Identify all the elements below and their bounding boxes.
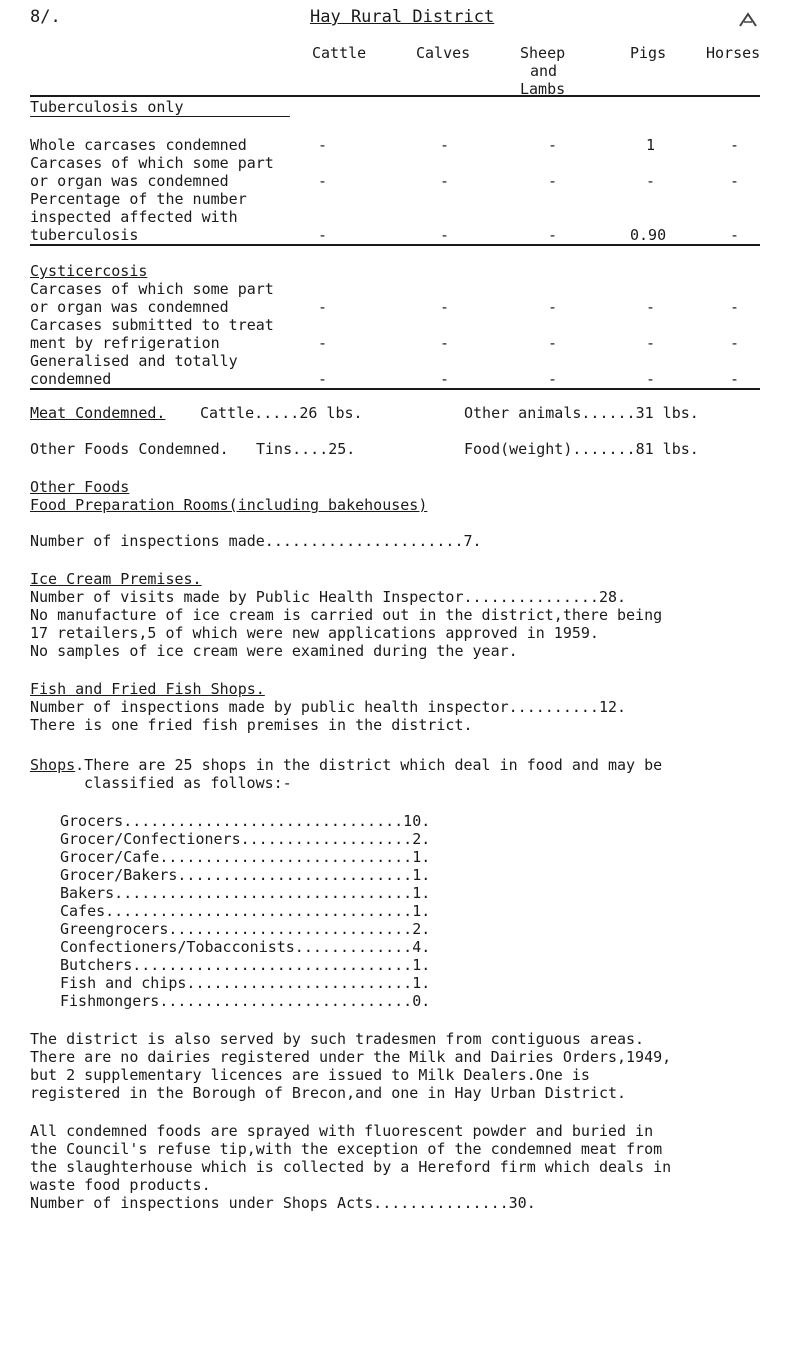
cy-r2-calves: - xyxy=(440,334,450,352)
cy-r2-horses: - xyxy=(730,334,740,352)
other-foods-tins: Tins....25. xyxy=(256,440,356,458)
tb-row2-label1: Carcases of which some part xyxy=(30,154,274,172)
fish-line1: Number of inspections made by public health inspector..........12. xyxy=(30,698,627,716)
meat-other-animals: Other animals......31 lbs. xyxy=(464,404,699,422)
paragraph-line: The district is also served by such tradesmen from contiguous areas. xyxy=(30,1030,645,1048)
column-cattle: Cattle xyxy=(312,44,367,62)
tb-row2-label2: or organ was condemned xyxy=(30,172,229,190)
page-title: Hay Rural District xyxy=(310,7,495,27)
shops-acts-inspections: Number of inspections under Shops Acts...............30. xyxy=(30,1194,536,1212)
list-item: Bakers.................................1. xyxy=(60,884,431,902)
meat-cattle: Cattle.....26 lbs. xyxy=(200,404,363,422)
list-item: Butchers...............................1. xyxy=(60,956,431,974)
cy-r1-calves: - xyxy=(440,298,450,316)
cy-r2-pigs: - xyxy=(646,334,656,352)
cy-r3-pigs: - xyxy=(646,370,656,388)
tb-r3-pigs: 0.90 xyxy=(630,226,667,244)
column-sheep-line2: and xyxy=(530,62,558,80)
list-item: Cafes..................................1. xyxy=(60,902,431,920)
tb-r1-sheep: - xyxy=(548,136,558,154)
column-calves: Calves xyxy=(416,44,471,62)
paragraph-line: but 2 supplementary licences are issued to Milk Dealers.One is xyxy=(30,1066,590,1084)
list-item: Fish and chips.........................1. xyxy=(60,974,431,992)
page-number: 8/. xyxy=(30,7,61,27)
tb-row1-label: Whole carcases condemned xyxy=(30,136,247,154)
list-item: Grocer/Confectioners...................2. xyxy=(60,830,431,848)
column-horses: Horses xyxy=(706,44,761,62)
tb-r1-horses: - xyxy=(730,136,740,154)
list-item: Greengrocers...........................2. xyxy=(60,920,431,938)
paragraph-line: registered in the Borough of Brecon,and one in Hay Urban District. xyxy=(30,1084,627,1102)
cysticercosis-rule xyxy=(30,388,760,390)
cy-r1-cattle: - xyxy=(318,298,328,316)
shops-intro-line1 xyxy=(30,756,662,774)
food-preparation-heading: Food Preparation Rooms(including bakehouses) xyxy=(30,496,428,514)
tb-r2-sheep: - xyxy=(548,172,558,190)
other-foods-heading: Other Foods xyxy=(30,478,130,496)
cy-r1-horses: - xyxy=(730,298,740,316)
cy-r3-cattle: - xyxy=(318,370,328,388)
tuberculosis-rule xyxy=(30,244,760,246)
tb-r3-horses: - xyxy=(730,226,740,244)
tb-row3-label3: tuberculosis xyxy=(30,226,139,244)
fish-heading: Fish and Fried Fish Shops. xyxy=(30,680,265,698)
shops-intro-line2: classified as follows:- xyxy=(84,774,292,792)
tb-r3-sheep: - xyxy=(548,226,558,244)
tb-r3-cattle: - xyxy=(318,226,328,244)
tb-r1-calves: - xyxy=(440,136,450,154)
column-sheep-line3: Lambs xyxy=(520,80,566,98)
cy-r3-horses: - xyxy=(730,370,740,388)
cy-row2-label1: Carcases submitted to treat xyxy=(30,316,274,334)
tb-r2-calves: - xyxy=(440,172,450,190)
food-preparation-inspections: Number of inspections made......................7. xyxy=(30,532,482,550)
ice-cream-line1: Number of visits made by Public Health Inspector...............28. xyxy=(30,588,627,606)
header-rule xyxy=(30,95,760,97)
cy-row1-label1: Carcases of which some part xyxy=(30,280,274,298)
tb-r3-calves: - xyxy=(440,226,450,244)
shops-heading: Shops xyxy=(30,756,76,774)
cy-row2-label2: ment by refrigeration xyxy=(30,334,220,352)
corner-mark-icon xyxy=(736,10,762,30)
list-item: Grocer/Cafe............................1. xyxy=(60,848,431,866)
tb-row3-label1: Percentage of the number xyxy=(30,190,247,208)
tb-r2-pigs: - xyxy=(646,172,656,190)
paragraph-line: the Council's refuse tip,with the exception of the condemned meat from xyxy=(30,1140,663,1158)
cy-r1-sheep: - xyxy=(548,298,558,316)
shops-intro: .There are 25 shops in the district which deal in food and may be xyxy=(75,756,663,774)
tb-r2-cattle: - xyxy=(318,172,328,190)
meat-condemned-label: Meat Condemned. xyxy=(30,404,166,422)
other-foods-weight: Food(weight).......81 lbs. xyxy=(464,440,699,458)
cy-row1-label2: or organ was condemned xyxy=(30,298,229,316)
tuberculosis-underline xyxy=(30,116,290,117)
list-item: Confectioners/Tobacconists.............4. xyxy=(60,938,431,956)
list-item: Fishmongers............................0. xyxy=(60,992,431,1010)
cy-r1-pigs: - xyxy=(646,298,656,316)
tb-r1-cattle: - xyxy=(318,136,328,154)
ice-cream-line4: No samples of ice cream were examined during the year. xyxy=(30,642,518,660)
tb-r2-horses: - xyxy=(730,172,740,190)
list-item: Grocer/Bakers..........................1. xyxy=(60,866,431,884)
column-sheep-line1: Sheep xyxy=(520,44,566,62)
cy-row3-label2: condemned xyxy=(30,370,112,388)
paragraph-line: All condemned foods are sprayed with fluorescent powder and buried in xyxy=(30,1122,654,1140)
column-pigs: Pigs xyxy=(630,44,667,62)
paragraph-line: waste food products. xyxy=(30,1176,211,1194)
ice-cream-heading: Ice Cream Premises. xyxy=(30,570,202,588)
tb-row3-label2: inspected affected with xyxy=(30,208,238,226)
cy-r3-calves: - xyxy=(440,370,450,388)
ice-cream-line3: 17 retailers,5 of which were new applications approved in 1959. xyxy=(30,624,599,642)
cysticercosis-heading: Cysticercosis xyxy=(30,262,148,280)
cy-row3-label1: Generalised and totally xyxy=(30,352,238,370)
paragraph-line: There are no dairies registered under the Milk and Dairies Orders,1949, xyxy=(30,1048,672,1066)
cy-r2-sheep: - xyxy=(548,334,558,352)
fish-line2: There is one fried fish premises in the district. xyxy=(30,716,473,734)
cy-r2-cattle: - xyxy=(318,334,328,352)
list-item: Grocers...............................10. xyxy=(60,812,431,830)
cy-r3-sheep: - xyxy=(548,370,558,388)
ice-cream-line2: No manufacture of ice cream is carried out in the district,there being xyxy=(30,606,663,624)
other-foods-condemned-label: Other Foods Condemned. xyxy=(30,440,229,458)
paragraph-line: the slaughterhouse which is collected by a Hereford firm which deals in xyxy=(30,1158,672,1176)
tuberculosis-heading: Tuberculosis only xyxy=(30,98,184,116)
tb-r1-pigs: 1 xyxy=(646,136,656,154)
